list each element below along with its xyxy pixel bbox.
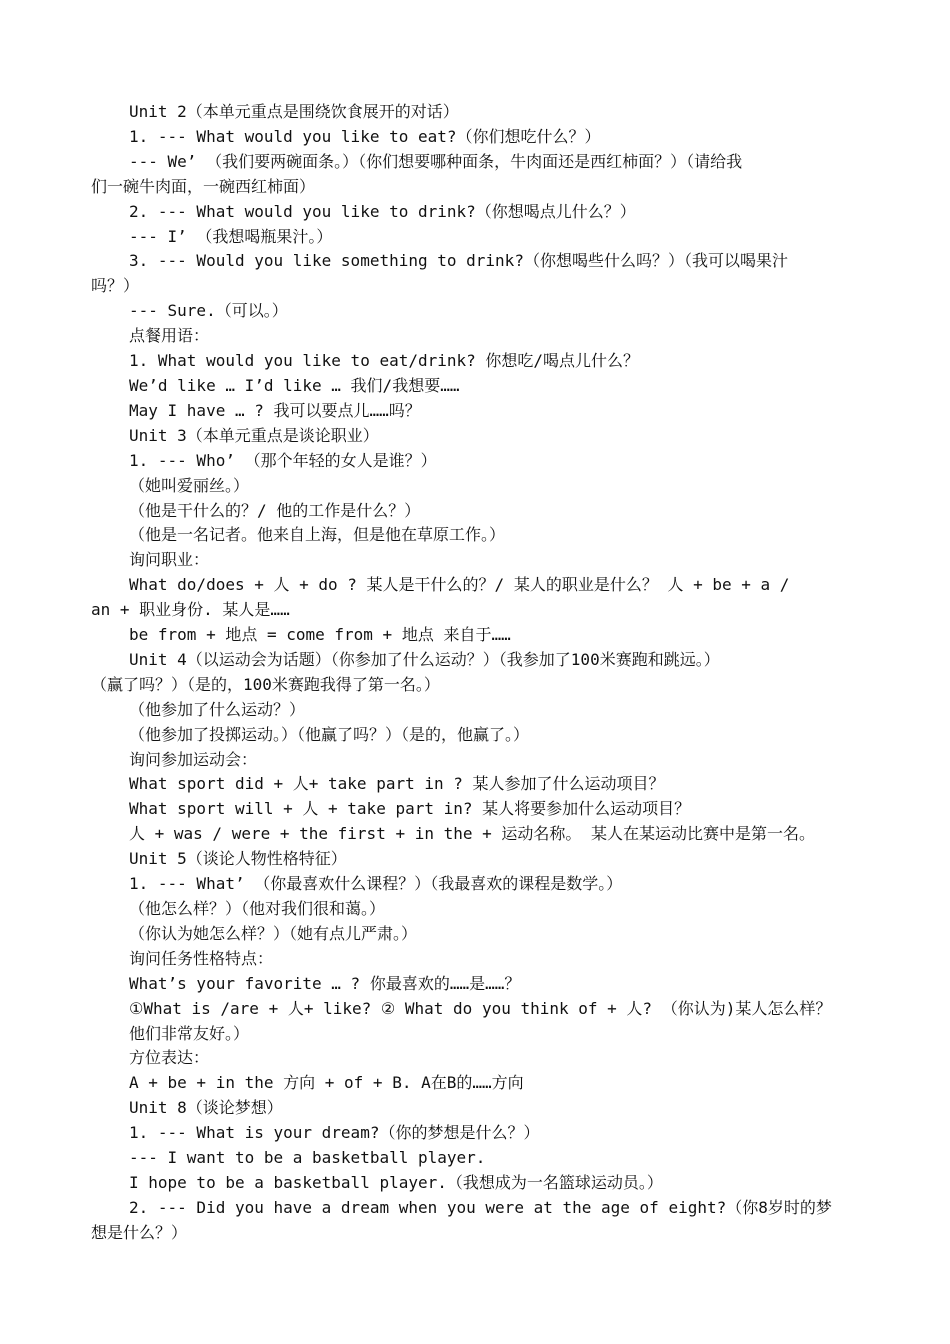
text-line: 人 + was / were + the first + in the + 运动名称。 某人在某运动比赛中是第一名。 (129, 824, 816, 844)
text-line: （她叫爱丽丝。） (129, 475, 250, 495)
text-line: Unit 8（谈论梦想） (129, 1098, 283, 1118)
text-line: 1. --- What would you like to eat?（你们想吃什么？） (129, 126, 601, 146)
text-line: an + 职业身份. 某人是…… (91, 600, 290, 620)
text-line: We’d like … I’d like … 我们/我想要…… (129, 375, 460, 395)
text-line: 1. --- Who’ （那个年轻的女人是谁？） (129, 450, 437, 470)
text-line: 询问职业： (129, 550, 210, 570)
text-line: Unit 2（本单元重点是围绕饮食展开的对话） (129, 102, 459, 121)
text-line: 他们非常友好。） (129, 1023, 250, 1043)
text-line: What’s your favorite … ? 你最喜欢的……是……？ (129, 973, 521, 993)
text-line: Unit 4（以运动会为话题）（你参加了什么运动？）（我参加了100米赛跑和跳远。） (129, 649, 720, 669)
text-line: --- We’ （我们要两碗面条。）（你们想要哪种面条，牛肉面还是西红柿面？）（请给我 (129, 151, 743, 171)
text-line: Unit 5（谈论人物性格特征） (129, 849, 347, 869)
text-line: 询问参加运动会： (129, 749, 258, 769)
text-line: 2. --- What would you like to drink?（你想喝点儿什么？） (129, 201, 636, 221)
text-line: be from + 地点 = come from + 地点 来自于…… (129, 625, 511, 645)
text-line: （赢了吗？）（是的，100米赛跑我得了第一名。） (91, 674, 440, 694)
text-line: 吗？） (91, 276, 140, 296)
text-line: A + be + in the 方向 + of + B. A在B的……方向 (129, 1073, 524, 1093)
text-line: 3. --- Would you like something to drink?（你想喝些什么吗？）（我可以喝果汁 (129, 251, 788, 271)
text-line: What sport will + 人 + take part in? 某人将要参加什么运动项目？ (129, 799, 691, 819)
text-line: What do/does + 人 + do ? 某人是干什么的？/ 某人的职业是什么？ 人 + be + a / (129, 575, 790, 595)
text-line: --- I’ （我想喝瓶果汁。） (129, 226, 333, 246)
text-line: --- Sure.（可以。） (129, 301, 288, 321)
text-line: （他参加了投掷运动。）（他赢了吗？）（是的，他赢了。） (129, 724, 530, 744)
text-line: --- I want to be a basketball player. (129, 1148, 486, 1168)
text-line: 方位表达： (129, 1048, 210, 1068)
text-line: Unit 3（本单元重点是谈论职业） (129, 425, 379, 445)
text-line: ①What is /are + 人+ like? ② What do you think of + 人? （你认为)某人怎么样？ (129, 998, 832, 1018)
text-line: 1. --- What’ （你最喜欢什么课程？）（我最喜欢的课程是数学。） (129, 874, 623, 894)
text-line: （他是干什么的？/ 他的工作是什么？） (129, 500, 421, 520)
text-line: I hope to be a basketball player.（我想成为一名篮球运动员。） (129, 1172, 663, 1192)
text-line: What sport did + 人+ take part in ? 某人参加了什么运动项目？ (129, 774, 665, 794)
text-line: May I have … ? 我可以要点儿……吗？ (129, 400, 421, 420)
text-line: 想是什么？） (91, 1222, 188, 1242)
text-line: （他是一名记者。他来自上海，但是他在草原工作。） (129, 525, 506, 545)
text-line: 点餐用语： (129, 326, 210, 346)
document-page (91, 100, 881, 1246)
text-line: 询问任务性格特点： (129, 948, 274, 968)
text-line: 1. What would you like to eat/drink? 你想吃/喝点儿什么？ (129, 351, 640, 371)
text-line: 2. --- Did you have a dream when you were at the age of eight?（你8岁时的梦 (129, 1197, 832, 1217)
text-line: 们一碗牛肉面，一碗西红柿面） (91, 176, 316, 196)
text-line: （他参加了什么运动？） (129, 699, 306, 719)
text-line: （你认为她怎么样？）（她有点儿严肃。） (129, 923, 418, 943)
text-line: （他怎么样？）（他对我们很和蔼。） (129, 899, 386, 918)
text-line: 1. --- What is your dream?（你的梦想是什么？） (129, 1123, 540, 1143)
